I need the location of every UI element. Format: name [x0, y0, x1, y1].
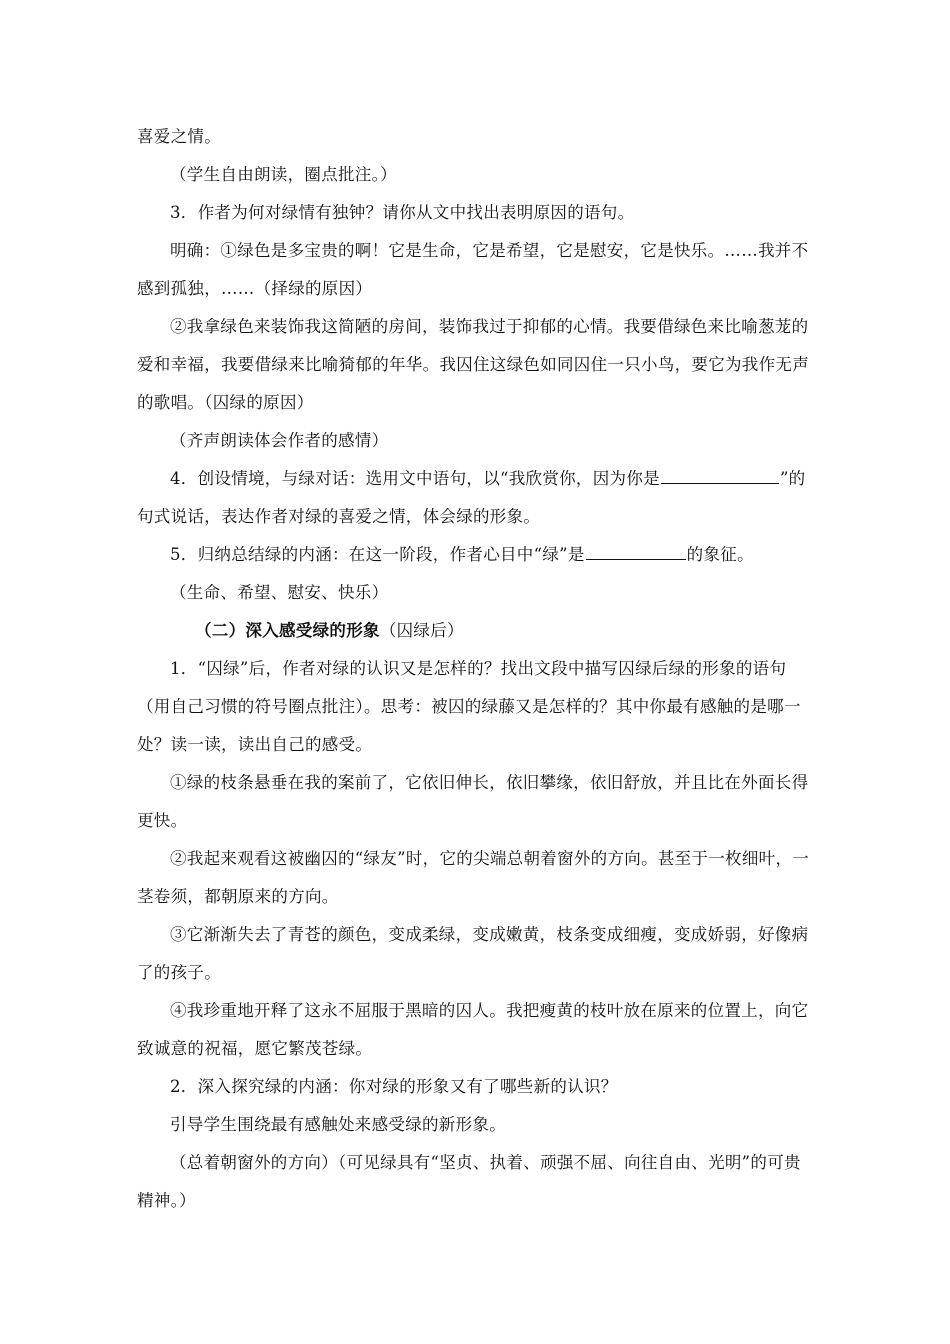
- question-3: 3．作者为何对绿情有独钟？请你从文中找出表明原因的语句。: [170, 203, 635, 222]
- paragraph-continuation: 喜爱之情。: [137, 127, 221, 146]
- answer-2: （总着朝窗外的方向）（可见绿具有“坚贞、执着、顽强不屈、向往自由、光明”的可贵精神。）: [137, 1153, 801, 1210]
- paragraph-note-group-reading: （齐声朗读体会作者的感情）: [170, 431, 389, 450]
- paragraph-note-free-reading: （学生自由朗读，圈点批注。）: [170, 165, 397, 184]
- question-4: [137, 460, 813, 536]
- answer-clarify-2: ②我拿绿色来装饰我这简陋的房间，装饰我过于抑郁的心情。我要借绿色来比喻葱茏的爱和幸福，我要借绿来比喻猗郁的年华。我囚住这绿色如同囚住一只小鸟，要它为我作无声的歌唱。（囚绿的原因）: [137, 317, 809, 412]
- fill-blank-line: [586, 558, 686, 560]
- question-1: 1．“囚绿”后，作者对绿的认识又是怎样的？找出文段中描写囚绿后绿的形象的语句（用自己习惯的符号圈点批注）。思考：被囚的绿藤又是怎样的？其中你最有感触的是哪一处？读一读，读出自己的感受。: [137, 659, 801, 754]
- answer-clarify-1: 明确：①绿色是多宝贵的啊！它是生命，它是希望，它是慰安，它是快乐。……我并不感到孤独，……（择绿的原因）: [137, 241, 809, 298]
- question-4-text-a: 4．创设情境，与绿对话：选用文中语句，以“我欣赏你，因为你是: [170, 469, 660, 488]
- fill-blank-line: [661, 482, 779, 484]
- question-4-text-b: ”的句式说话，表达作者对绿的喜爱之情，体会绿的形象。: [137, 469, 806, 526]
- question-5: [137, 536, 813, 574]
- quote-2: ②我起来观看这被幽囚的“绿友”时，它的尖端总朝着窗外的方向。甚至于一枚细叶，一茎卷须，都朝原来的方向。: [137, 849, 810, 906]
- question-5-text-b: 的象征。: [686, 545, 754, 564]
- question-2: 2．深入探究绿的内涵：你对绿的形象又有了哪些新的认识？: [170, 1077, 618, 1096]
- section-heading-title: （二）深入感受绿的形象: [195, 621, 380, 640]
- quote-1: ①绿的枝条悬垂在我的案前了，它依旧伸长，依旧攀缘，依旧舒放，并且比在外面长得更快。: [137, 773, 809, 830]
- quote-4: ④我珍重地开释了这永不屈服于黑暗的囚人。我把瘦黄的枝叶放在原来的位置上，向它致诚意的祝福，愿它繁茂苍绿。: [137, 1001, 809, 1058]
- quote-3: ③它渐渐失去了青苍的颜色，变成柔绿，变成嫩黄，枝条变成细瘦，变成娇弱，好像病了的孩子。: [137, 925, 809, 982]
- section-heading: [137, 612, 813, 650]
- section-heading-subtitle: （囚绿后）: [379, 621, 464, 640]
- guidance-note: 引导学生围绕最有感触处来感受绿的新形象。: [170, 1115, 506, 1134]
- document-body: [137, 118, 813, 1220]
- answer-5: （生命、希望、慰安、快乐）: [170, 583, 389, 602]
- question-5-text-a: 5．归纳总结绿的内涵：在这一阶段，作者心目中“绿”是: [170, 545, 585, 564]
